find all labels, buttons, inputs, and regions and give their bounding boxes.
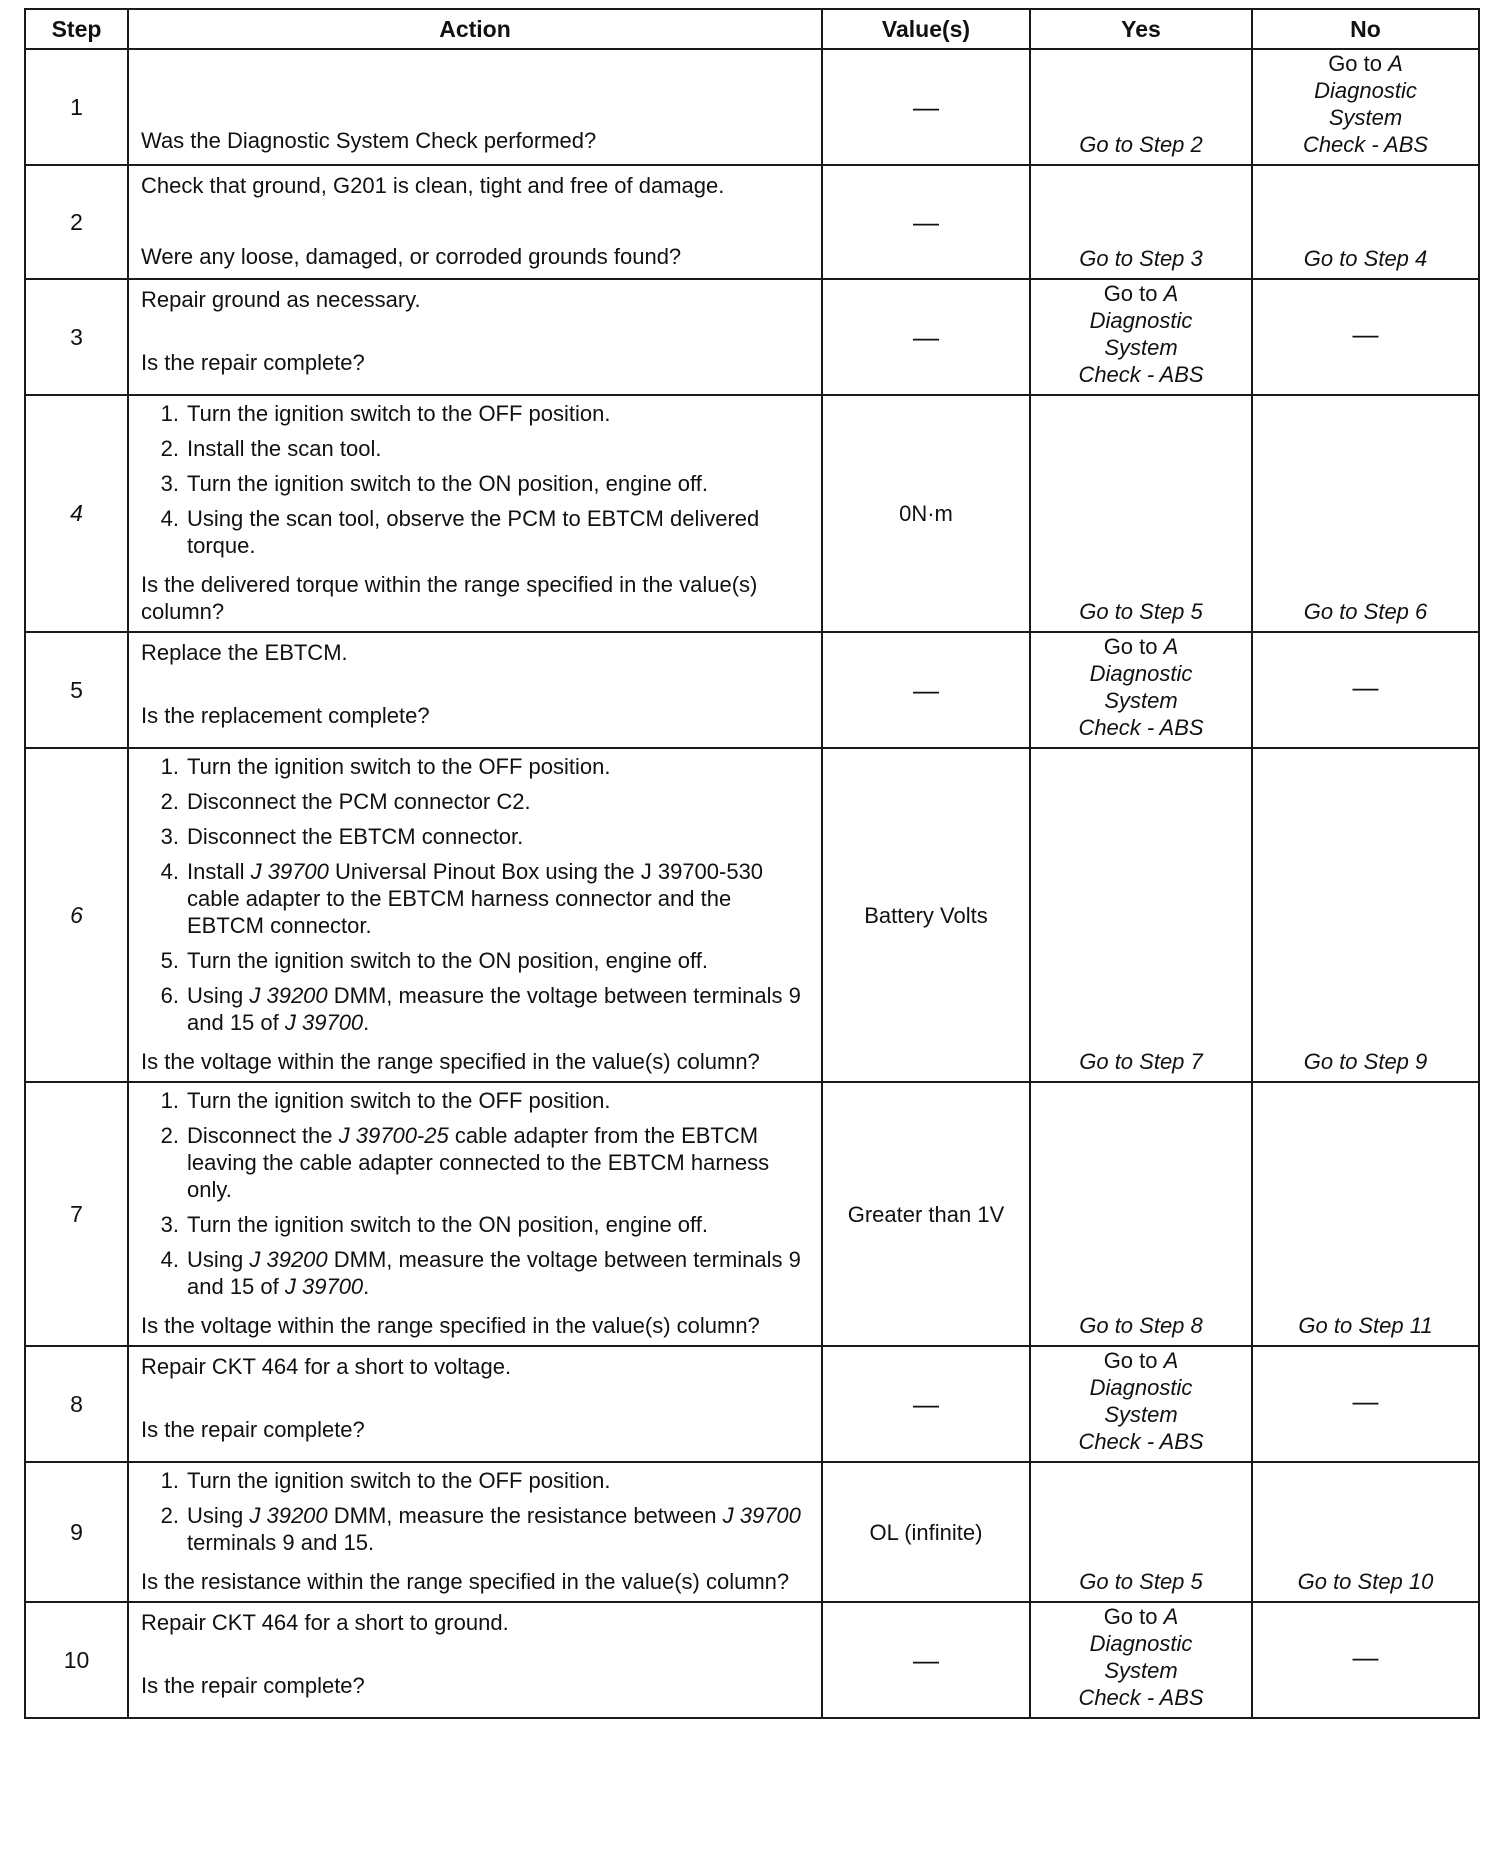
yes-goto-a: A [1163,281,1179,306]
no-cell [1252,1602,1479,1718]
step-item-number: 3. [160,824,179,849]
yes-goto-a: A [1163,1604,1179,1629]
action-cell [128,1602,822,1718]
step-item-text: Install J 39700 Universal Pinout Box using the J 39700-530 cable adapter to the EBTCM harness connector and the EBTCM connector. [187,859,764,938]
action-top [141,166,813,199]
step-item-text: Install the scan tool. [187,436,382,461]
step-number: 10 [25,1602,128,1718]
action-content [141,1083,813,1339]
yes-goto-line3: System [1104,1402,1178,1427]
action-cell [128,49,822,165]
step-item-text: Turn the ignition switch to the ON position, engine off. [187,948,708,973]
table-row [25,279,1479,395]
yes-goto-line2: Diagnostic [1089,308,1193,333]
step-item-text: Disconnect the J 39700-25 cable adapter from the EBTCM leaving the cable adapter connected to the EBTCM harness only. [187,1123,770,1202]
step-item-number: 2. [160,789,179,814]
yes-cell [1030,395,1252,632]
action-content [141,280,813,376]
yes-goto-line3: System [1104,335,1178,360]
step-item-number: 1. [160,1088,179,1113]
no-cell [1252,49,1479,165]
yes-cell [1030,748,1252,1082]
step-item-text: Disconnect the EBTCM connector. [187,824,524,849]
yes-text: Go to Step 2 [1079,132,1203,157]
action-content [141,166,813,270]
step-item-number: 4. [160,506,179,531]
yes-goto-line3: System [1104,1658,1178,1683]
table-row [25,748,1479,1082]
tool-reference: J 39200 [249,1503,328,1528]
yes-goto-a: A [1163,1348,1179,1373]
header-no: No [1252,9,1479,49]
step-item-number: 6. [160,983,179,1008]
yes-cell [1030,632,1252,748]
header-action: Action [128,9,822,49]
action-cell [128,1346,822,1462]
action-step-item [141,788,813,815]
step-item-number: 5. [160,948,179,973]
yes-text: Go to Step 5 [1079,1569,1203,1594]
step-number: 7 [25,1082,128,1346]
action-cell [128,165,822,279]
action-steps [141,1087,813,1300]
yes-goto-line1 [1037,1347,1245,1374]
yes-goto-line4: Check - ABS [1078,715,1204,740]
no-cell [1252,1082,1479,1346]
action-step-item [141,1246,813,1300]
no-goto-lead: Go to [1328,51,1389,76]
header-values: Value(s) [822,9,1030,49]
action-top [141,396,813,567]
header-step: Step [25,9,128,49]
step-item-number: 2. [160,436,179,461]
value-cell: Battery Volts [822,748,1030,1082]
no-cell [1252,748,1479,1082]
action-question: Is the voltage within the range specified in the value(s) column? [141,1313,760,1338]
value-cell: — [822,49,1030,165]
step-item-number: 1. [160,1468,179,1493]
no-goto-line2: Diagnostic [1314,78,1417,103]
yes-text: Go to Step 5 [1079,599,1203,624]
table-row [25,632,1479,748]
action-step-item [141,858,813,939]
no-cell [1252,1346,1479,1462]
step-item-number: 3. [160,471,179,496]
yes-cell [1030,1602,1252,1718]
no-text: Go to Step 9 [1303,1049,1428,1074]
action-question: Was the Diagnostic System Check performed? [141,128,597,153]
action-content [141,749,813,1075]
diagnostic-table [24,8,1480,1719]
table-row [25,395,1479,632]
yes-goto-lead: Go to [1103,1348,1164,1373]
yes-goto-abs [1037,633,1245,741]
yes-goto-line2: Diagnostic [1089,1375,1193,1400]
action-content [141,396,813,625]
step-number: 1 [25,49,128,165]
diagnostic-table-page [24,8,1480,1719]
action-intro: Repair CKT 464 for a short to ground. [141,1610,509,1635]
action-step-item [141,470,813,497]
no-dash: — [1352,671,1379,702]
step-number: 3 [25,279,128,395]
no-cell [1252,1462,1479,1602]
table-row [25,1346,1479,1462]
action-question: Is the voltage within the range specified in the value(s) column? [141,1049,760,1074]
yes-goto-line1 [1037,1603,1245,1630]
action-top [141,280,813,313]
yes-goto-line4: Check - ABS [1078,1429,1204,1454]
step-item-text: Turn the ignition switch to the OFF position. [187,754,611,779]
no-goto-abs [1259,50,1472,158]
step-number: 4 [25,395,128,632]
action-step-item [141,435,813,462]
action-cell [128,1462,822,1602]
value-cell: — [822,165,1030,279]
step-item-number: 4. [160,859,179,884]
yes-cell [1030,165,1252,279]
table-row [25,1462,1479,1602]
no-goto-line1 [1259,50,1472,77]
yes-text: Go to Step 3 [1079,246,1203,271]
action-intro: Repair ground as necessary. [141,287,421,312]
yes-text: Go to Step 8 [1079,1313,1203,1338]
step-number: 2 [25,165,128,279]
action-step-item [141,505,813,559]
action-step-item [141,1122,813,1203]
action-question: Is the repair complete? [141,350,365,375]
action-cell [128,748,822,1082]
yes-goto-a: A [1163,634,1179,659]
action-step-item [141,823,813,850]
no-goto-line3: System [1328,105,1403,130]
tool-reference: J 39700 [284,1274,364,1299]
action-intro: Check that ground, G201 is clean, tight and free of damage. [141,173,725,198]
step-number: 6 [25,748,128,1082]
no-cell [1252,165,1479,279]
no-cell [1252,395,1479,632]
tool-reference: J 39700 [722,1503,801,1528]
yes-cell [1030,1082,1252,1346]
step-item-text: Using J 39200 DMM, measure the voltage between terminals 9 and 15 of J 39700. [187,983,801,1035]
header-row [25,9,1479,49]
action-question: Is the repair complete? [141,1673,365,1698]
yes-goto-lead: Go to [1103,1604,1164,1629]
yes-text: Go to Step 7 [1079,1049,1203,1074]
step-item-number: 4. [160,1247,179,1272]
yes-cell [1030,279,1252,395]
action-cell [128,632,822,748]
value-cell: — [822,632,1030,748]
no-text: Go to Step 4 [1303,246,1428,271]
no-dash: — [1352,1385,1379,1416]
value-cell: Greater than 1V [822,1082,1030,1346]
table-body [25,49,1479,1718]
step-item-text: Turn the ignition switch to the ON position, engine off. [187,471,708,496]
yes-goto-abs [1037,1603,1245,1711]
no-text: Go to Step 6 [1303,599,1428,624]
step-number: 5 [25,632,128,748]
header-yes: Yes [1030,9,1252,49]
no-cell [1252,632,1479,748]
yes-goto-abs [1037,1347,1245,1455]
yes-goto-line3: System [1104,688,1178,713]
value-cell: — [822,279,1030,395]
yes-cell [1030,49,1252,165]
value-cell: — [822,1346,1030,1462]
tool-reference: J 39700 [284,1010,364,1035]
step-number: 9 [25,1462,128,1602]
no-goto-a: A [1388,51,1403,76]
action-question: Is the resistance within the range specified in the value(s) column? [141,1569,790,1594]
action-step-item [141,1502,813,1556]
step-item-text: Turn the ignition switch to the OFF position. [187,1088,611,1113]
yes-goto-line4: Check - ABS [1078,1685,1204,1710]
action-content [141,633,813,729]
no-dash: — [1352,1641,1379,1672]
yes-goto-lead: Go to [1103,281,1164,306]
action-step-item [141,1467,813,1494]
yes-goto-abs [1037,280,1245,388]
yes-goto-line1 [1037,280,1245,307]
step-item-number: 2. [160,1503,179,1528]
action-content [141,1603,813,1699]
action-cell [128,395,822,632]
no-dash: — [1352,318,1379,349]
action-top [141,1083,813,1308]
action-step-item [141,1087,813,1114]
action-steps [141,1467,813,1556]
step-item-text: Using the scan tool, observe the PCM to EBTCM delivered torque. [187,506,760,558]
value-cell: OL (infinite) [822,1462,1030,1602]
action-content [141,1463,813,1595]
step-item-text: Disconnect the PCM connector C2. [187,789,531,814]
action-top [141,1603,813,1636]
action-steps [141,400,813,559]
action-step-item [141,1211,813,1238]
action-question: Is the replacement complete? [141,703,430,728]
action-step-item [141,947,813,974]
action-content [141,1347,813,1443]
no-cell [1252,279,1479,395]
action-question: Is the delivered torque within the range specified in the value(s) column? [141,572,758,624]
step-item-text: Using J 39200 DMM, measure the resistance between J 39700 terminals 9 and 15. [187,1503,801,1555]
action-top [141,749,813,1044]
action-question: Were any loose, damaged, or corroded grounds found? [141,244,682,269]
action-cell [128,1082,822,1346]
action-intro: Replace the EBTCM. [141,640,348,665]
step-item-text: Using J 39200 DMM, measure the voltage between terminals 9 and 15 of J 39700. [187,1247,801,1299]
yes-goto-line2: Diagnostic [1089,661,1193,686]
step-item-number: 2. [160,1123,179,1148]
action-top [141,1347,813,1380]
action-cell [128,279,822,395]
yes-goto-lead: Go to [1103,634,1164,659]
table-row [25,165,1479,279]
action-content [141,50,813,154]
step-item-text: Turn the ignition switch to the OFF position. [187,1468,611,1493]
action-steps [141,753,813,1036]
action-step-item [141,400,813,427]
step-item-number: 1. [160,754,179,779]
yes-goto-line2: Diagnostic [1089,1631,1193,1656]
no-goto-line4: Check - ABS [1302,132,1429,157]
step-item-text: Turn the ignition switch to the OFF position. [187,401,611,426]
table-row [25,1082,1479,1346]
value-cell: — [822,1602,1030,1718]
no-text: Go to Step 10 [1297,1569,1434,1594]
tool-reference: J 39700 [250,859,329,884]
tool-reference: J 39700-25 [338,1123,449,1148]
yes-goto-line1 [1037,633,1245,660]
step-item-text: Turn the ignition switch to the ON position, engine off. [187,1212,708,1237]
no-text: Go to Step 11 [1298,1313,1433,1338]
yes-cell [1030,1346,1252,1462]
action-question: Is the repair complete? [141,1417,365,1442]
step-item-number: 1. [160,401,179,426]
yes-cell [1030,1462,1252,1602]
action-step-item [141,753,813,780]
action-top [141,1463,813,1564]
tool-reference: J 39200 [249,983,328,1008]
tool-reference: J 39200 [249,1247,328,1272]
table-row [25,1602,1479,1718]
value-cell: 0N·m [822,395,1030,632]
action-intro: Repair CKT 464 for a short to voltage. [141,1354,512,1379]
table-row [25,49,1479,165]
step-number: 8 [25,1346,128,1462]
action-step-item [141,982,813,1036]
action-top [141,633,813,666]
yes-goto-line4: Check - ABS [1078,362,1204,387]
step-item-number: 3. [160,1212,179,1237]
